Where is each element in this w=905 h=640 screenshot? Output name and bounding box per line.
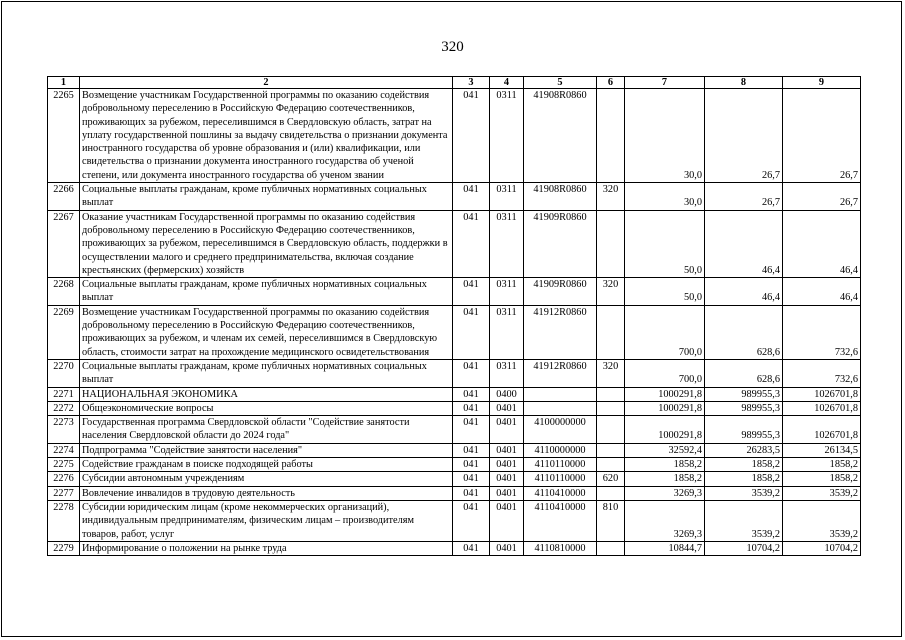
row-number: 2276 — [48, 472, 80, 486]
table-row — [48, 443, 861, 457]
code-expense-type — [597, 458, 625, 472]
code-target: 4110410000 — [524, 500, 597, 541]
row-name: Возмещение участникам Государственной программы по оказанию содействия добровольному переселению в Российскую Федерацию соотечественников, проживающих за рубежом, и членам их семей, переселившимся в Свердловскую область, стоимости затрат на прохождение медицинского освидетельствования — [80, 305, 453, 359]
amount-year-3: 26,7 — [783, 183, 861, 211]
amount-year-1: 1858,2 — [625, 472, 705, 486]
code-admin: 041 — [453, 359, 490, 387]
row-number: 2271 — [48, 387, 80, 401]
code-section: 0311 — [490, 359, 524, 387]
code-section: 0401 — [490, 416, 524, 444]
amount-year-1: 32592,4 — [625, 443, 705, 457]
column-header: 9 — [783, 77, 861, 89]
row-name: Социальные выплаты гражданам, кроме публичных нормативных социальных выплат — [80, 278, 453, 306]
code-target: 4110410000 — [524, 486, 597, 500]
row-number: 2267 — [48, 210, 80, 277]
row-number: 2265 — [48, 89, 80, 183]
amount-year-3: 3539,2 — [783, 486, 861, 500]
code-admin: 041 — [453, 183, 490, 211]
code-target: 41908R0860 — [524, 89, 597, 183]
amount-year-3: 1026701,8 — [783, 416, 861, 444]
code-expense-type — [597, 541, 625, 555]
code-target: 4110810000 — [524, 541, 597, 555]
row-number: 2274 — [48, 443, 80, 457]
amount-year-3: 732,6 — [783, 305, 861, 359]
row-name: Возмещение участникам Государственной программы по оказанию содействия добровольному переселению в Российскую Федерацию соотечественников, проживающих за рубежом, переселившимся в Свердловскую область, затрат на уплату государственной пошлины за выдачу свидетельства о признании документа иностранного государства об уровне образования и (или) квалификации, или свидетельства о признании документа иностранного государства об ученой степени, или документа иностранного государства об ученом звании — [80, 89, 453, 183]
table-row — [48, 183, 861, 211]
code-expense-type — [597, 443, 625, 457]
code-admin: 041 — [453, 387, 490, 401]
row-name: Субсидии юридическим лицам (кроме некоммерческих организаций), индивидуальным предпринимателям, физическим лицам – производителям товаров, работ, услуг — [80, 500, 453, 541]
row-name: Содействие гражданам в поиске подходящей работы — [80, 458, 453, 472]
table-row — [48, 278, 861, 306]
row-name: Информирование о положении на рынке труда — [80, 541, 453, 555]
code-expense-type — [597, 416, 625, 444]
table-row — [48, 416, 861, 444]
code-target — [524, 387, 597, 401]
code-admin: 041 — [453, 458, 490, 472]
column-header: 3 — [453, 77, 490, 89]
amount-year-1: 3269,3 — [625, 486, 705, 500]
code-target: 41909R0860 — [524, 210, 597, 277]
amount-year-3: 1858,2 — [783, 458, 861, 472]
code-admin: 041 — [453, 210, 490, 277]
column-header: 8 — [705, 77, 783, 89]
amount-year-1: 1000291,8 — [625, 387, 705, 401]
amount-year-1: 700,0 — [625, 305, 705, 359]
row-name: Общеэкономические вопросы — [80, 401, 453, 415]
amount-year-1: 10844,7 — [625, 541, 705, 555]
amount-year-3: 26,7 — [783, 89, 861, 183]
code-admin: 041 — [453, 443, 490, 457]
row-number: 2270 — [48, 359, 80, 387]
row-name: Оказание участникам Государственной программы по оказанию содействия добровольному переселению в Российскую Федерацию соотечественников, проживающих за рубежом, переселившимся в Свердловскую область, поддержки в осуществлении малого и среднего предпринимательства, включая создание крестьянских (фермерских) хозяйств — [80, 210, 453, 277]
table-row — [48, 401, 861, 415]
row-number: 2273 — [48, 416, 80, 444]
amount-year-2: 26,7 — [705, 89, 783, 183]
code-admin: 041 — [453, 500, 490, 541]
table-row — [48, 472, 861, 486]
code-target: 4110110000 — [524, 472, 597, 486]
code-section: 0401 — [490, 486, 524, 500]
code-expense-type — [597, 401, 625, 415]
amount-year-2: 1858,2 — [705, 472, 783, 486]
code-target: 41912R0860 — [524, 359, 597, 387]
table-row — [48, 359, 861, 387]
code-expense-type: 320 — [597, 278, 625, 306]
amount-year-3: 1858,2 — [783, 472, 861, 486]
column-header: 4 — [490, 77, 524, 89]
amount-year-1: 1000291,8 — [625, 401, 705, 415]
code-expense-type — [597, 387, 625, 401]
code-target: 4110000000 — [524, 443, 597, 457]
row-name: Социальные выплаты гражданам, кроме публичных нормативных социальных выплат — [80, 183, 453, 211]
code-target: 4100000000 — [524, 416, 597, 444]
amount-year-3: 1026701,8 — [783, 387, 861, 401]
budget-table — [47, 76, 861, 556]
amount-year-2: 3539,2 — [705, 500, 783, 541]
amount-year-3: 732,6 — [783, 359, 861, 387]
row-name: Подпрограмма "Содействие занятости населения" — [80, 443, 453, 457]
amount-year-2: 26283,5 — [705, 443, 783, 457]
amount-year-2: 628,6 — [705, 305, 783, 359]
amount-year-2: 46,4 — [705, 210, 783, 277]
code-section: 0311 — [490, 278, 524, 306]
amount-year-2: 989955,3 — [705, 401, 783, 415]
table-row — [48, 541, 861, 555]
amount-year-2: 26,7 — [705, 183, 783, 211]
code-section: 0311 — [490, 305, 524, 359]
amount-year-2: 3539,2 — [705, 486, 783, 500]
table-row — [48, 305, 861, 359]
code-admin: 041 — [453, 278, 490, 306]
row-name: Вовлечение инвалидов в трудовую деятельность — [80, 486, 453, 500]
amount-year-1: 3269,3 — [625, 500, 705, 541]
column-header: 2 — [80, 77, 453, 89]
amount-year-2: 989955,3 — [705, 416, 783, 444]
code-expense-type — [597, 89, 625, 183]
row-name: НАЦИОНАЛЬНАЯ ЭКОНОМИКА — [80, 387, 453, 401]
amount-year-3: 10704,2 — [783, 541, 861, 555]
amount-year-2: 628,6 — [705, 359, 783, 387]
amount-year-1: 30,0 — [625, 183, 705, 211]
code-target: 41912R0860 — [524, 305, 597, 359]
table-header-row — [48, 77, 861, 89]
code-expense-type: 620 — [597, 472, 625, 486]
amount-year-2: 10704,2 — [705, 541, 783, 555]
table-row — [48, 500, 861, 541]
code-section: 0401 — [490, 541, 524, 555]
table-row — [48, 210, 861, 277]
code-section: 0400 — [490, 387, 524, 401]
code-expense-type: 320 — [597, 183, 625, 211]
code-admin: 041 — [453, 305, 490, 359]
row-name: Социальные выплаты гражданам, кроме публичных нормативных социальных выплат — [80, 359, 453, 387]
amount-year-3: 26134,5 — [783, 443, 861, 457]
row-number: 2279 — [48, 541, 80, 555]
code-admin: 041 — [453, 472, 490, 486]
row-number: 2268 — [48, 278, 80, 306]
code-admin: 041 — [453, 89, 490, 183]
code-expense-type — [597, 486, 625, 500]
column-header: 1 — [48, 77, 80, 89]
amount-year-2: 989955,3 — [705, 387, 783, 401]
row-number: 2269 — [48, 305, 80, 359]
amount-year-1: 1858,2 — [625, 458, 705, 472]
code-target: 41909R0860 — [524, 278, 597, 306]
table-row — [48, 458, 861, 472]
row-number: 2278 — [48, 500, 80, 541]
column-header: 6 — [597, 77, 625, 89]
row-number: 2272 — [48, 401, 80, 415]
code-admin: 041 — [453, 416, 490, 444]
amount-year-3: 46,4 — [783, 278, 861, 306]
amount-year-1: 50,0 — [625, 278, 705, 306]
amount-year-3: 3539,2 — [783, 500, 861, 541]
table-row — [48, 486, 861, 500]
code-section: 0401 — [490, 401, 524, 415]
amount-year-1: 30,0 — [625, 89, 705, 183]
code-section: 0401 — [490, 472, 524, 486]
table-row — [48, 387, 861, 401]
code-section: 0401 — [490, 500, 524, 541]
amount-year-3: 46,4 — [783, 210, 861, 277]
code-expense-type: 810 — [597, 500, 625, 541]
table-row — [48, 89, 861, 183]
code-section: 0311 — [490, 89, 524, 183]
code-admin: 041 — [453, 401, 490, 415]
amount-year-3: 1026701,8 — [783, 401, 861, 415]
row-number: 2266 — [48, 183, 80, 211]
amount-year-1: 1000291,8 — [625, 416, 705, 444]
column-header: 7 — [625, 77, 705, 89]
column-header: 5 — [524, 77, 597, 89]
code-section: 0311 — [490, 210, 524, 277]
code-expense-type — [597, 210, 625, 277]
code-admin: 041 — [453, 486, 490, 500]
row-name: Субсидии автономным учреждениям — [80, 472, 453, 486]
amount-year-2: 46,4 — [705, 278, 783, 306]
code-expense-type — [597, 305, 625, 359]
code-target — [524, 401, 597, 415]
code-expense-type: 320 — [597, 359, 625, 387]
code-section: 0401 — [490, 458, 524, 472]
page-number: 320 — [441, 39, 464, 55]
code-section: 0311 — [490, 183, 524, 211]
row-number: 2275 — [48, 458, 80, 472]
code-target: 41908R0860 — [524, 183, 597, 211]
row-name: Государственная программа Свердловской области "Содействие занятости населения Свердловской области до 2024 года" — [80, 416, 453, 444]
code-admin: 041 — [453, 541, 490, 555]
amount-year-1: 50,0 — [625, 210, 705, 277]
amount-year-1: 700,0 — [625, 359, 705, 387]
row-number: 2277 — [48, 486, 80, 500]
code-section: 0401 — [490, 443, 524, 457]
amount-year-2: 1858,2 — [705, 458, 783, 472]
code-target: 4110110000 — [524, 458, 597, 472]
